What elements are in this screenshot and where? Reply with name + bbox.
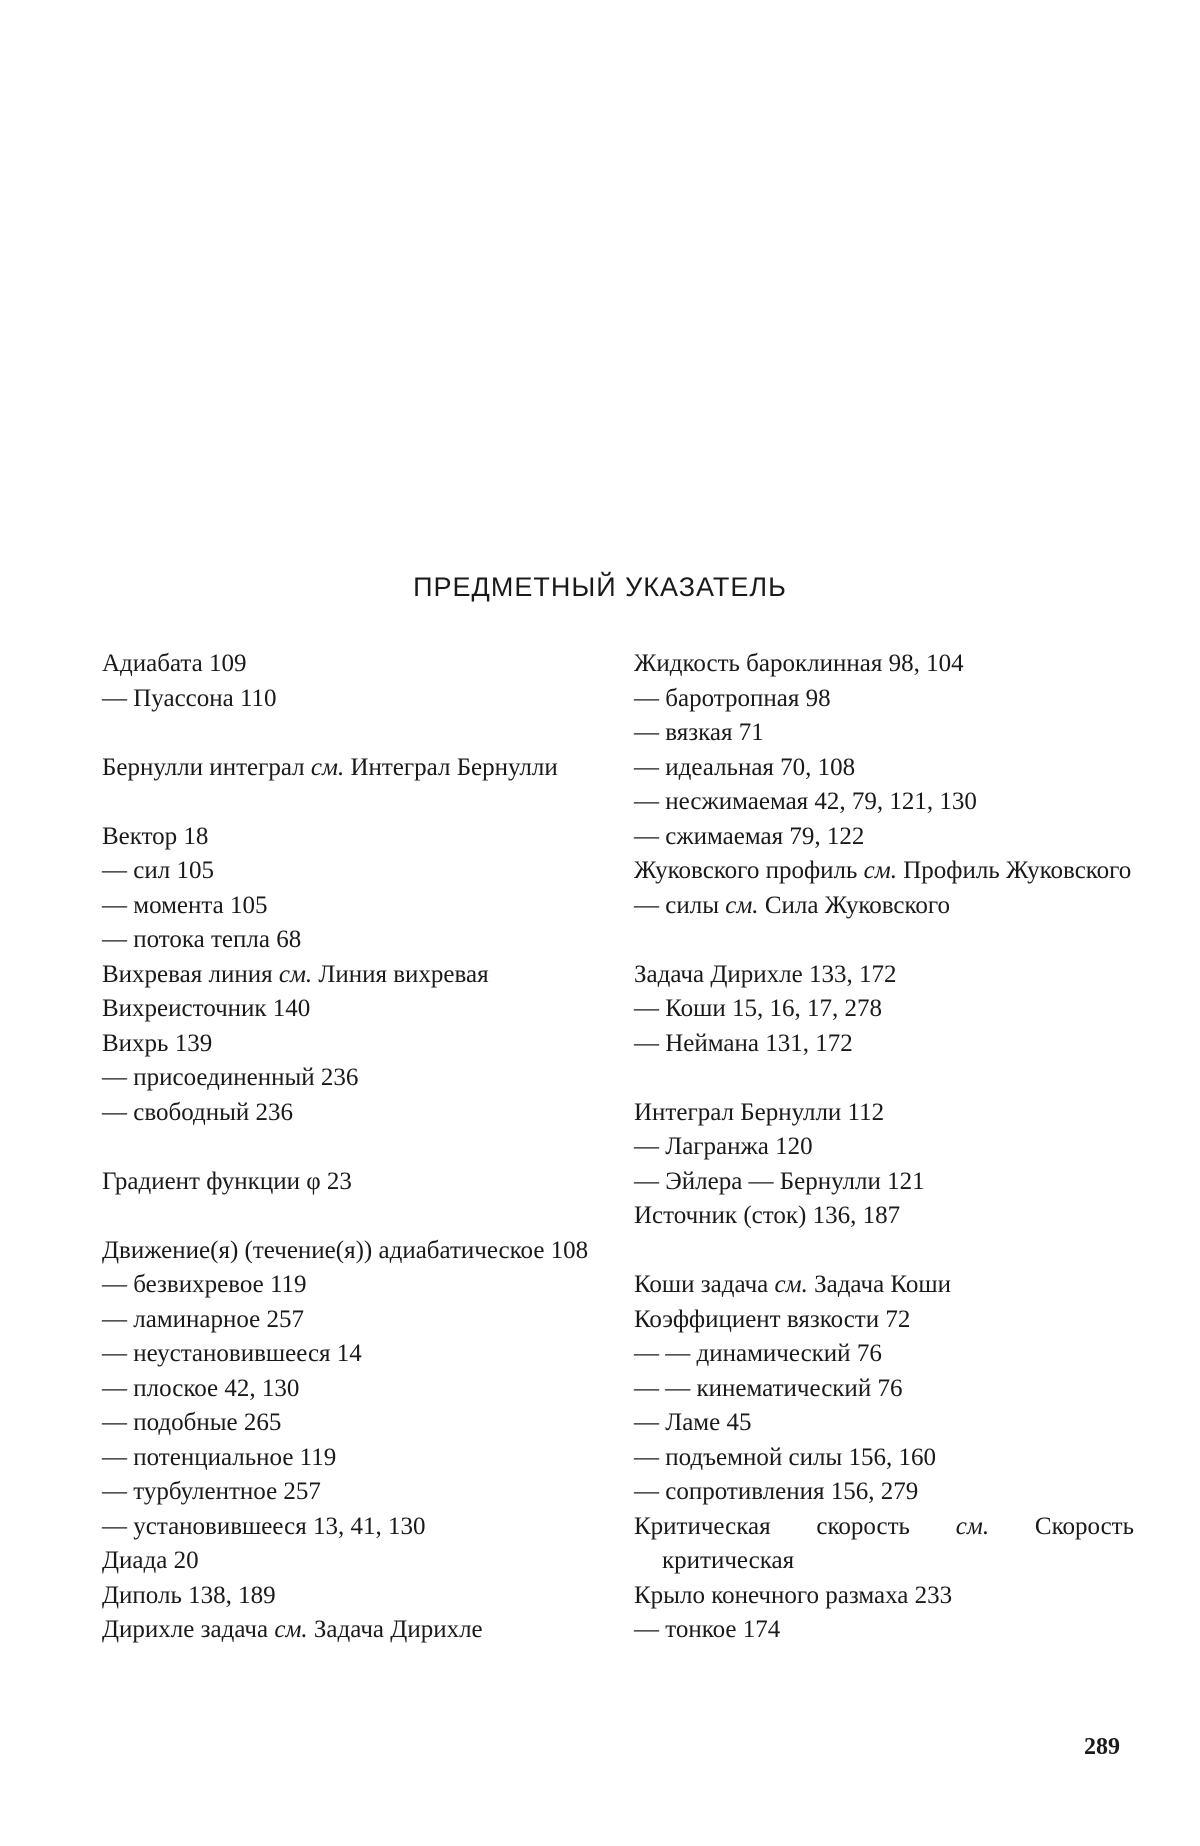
see-reference-marker: см. <box>863 857 897 884</box>
entry-term: Критическая скорость <box>634 1512 910 1540</box>
entry-term: — Ламе 45 <box>634 1409 752 1436</box>
entry-term: Диада 20 <box>102 1547 199 1574</box>
entry-term: — установившееся 13, 41, 130 <box>102 1512 426 1540</box>
see-reference-marker: см. <box>955 1512 990 1540</box>
entry-term: Адиабата 109 <box>102 650 247 677</box>
entry-term: Вихреисточник 140 <box>102 995 311 1022</box>
page-title: ПРЕДМЕТНЫЙ УКАЗАТЕЛЬ <box>413 572 787 602</box>
entry-term: — баротропная 98 <box>634 684 831 712</box>
entry-term: — несжимаемая 42, 79, 121, 130 <box>634 788 977 815</box>
entry-term: — присоединенный 236 <box>102 1064 359 1091</box>
index-entry <box>102 1337 612 1372</box>
index-entry <box>634 1027 1134 1062</box>
index-entry <box>634 1199 1134 1234</box>
index-entry <box>634 1613 1134 1648</box>
index-entry <box>634 682 1134 717</box>
index-entry <box>634 1372 1134 1407</box>
index-letter-group <box>634 1096 1134 1234</box>
entry-term: — неустановившееся 14 <box>102 1340 362 1367</box>
entry-term: — — динамический 76 <box>634 1340 882 1367</box>
index-entry <box>102 1441 612 1476</box>
index-entry <box>102 1475 612 1510</box>
entry-term: — Эйлера — Бернулли 121 <box>634 1167 925 1195</box>
index-column-right <box>634 647 1134 1682</box>
see-reference-target: Задача Коши <box>814 1271 951 1298</box>
entry-term: — ламинарное 257 <box>102 1305 305 1333</box>
index-entry <box>634 1510 1134 1579</box>
entry-term: Интеграл Бернулли 112 <box>634 1098 885 1126</box>
entry-term: — турбулентное 257 <box>102 1478 321 1505</box>
entry-term: Жуковского профиль <box>634 857 858 884</box>
page-number: 289 <box>1084 1734 1120 1760</box>
entry-term: — Неймана 131, 172 <box>634 1029 853 1057</box>
see-reference-marker: см. <box>274 1616 308 1643</box>
index-entry <box>634 820 1134 855</box>
entry-term: Коэффициент вязкости 72 <box>634 1305 911 1333</box>
entry-term: Дирихле задача <box>102 1616 269 1643</box>
index-entry <box>634 854 1134 889</box>
index-entry <box>102 1510 612 1545</box>
index-entry <box>634 1130 1134 1165</box>
entry-term: — Пуассона 110 <box>102 684 277 712</box>
entry-term: Вихрь 139 <box>102 1029 213 1057</box>
entry-term: Задача Дирихле 133, 172 <box>634 960 897 988</box>
index-entry <box>102 923 612 958</box>
see-reference-marker: см. <box>278 960 313 988</box>
index-entry <box>102 1027 612 1062</box>
entry-term: — Лагранжа 120 <box>634 1133 813 1160</box>
entry-term: Вихревая линия <box>102 960 273 988</box>
entry-term: Градиент функции φ 23 <box>102 1167 352 1195</box>
entry-term: — идеальная 70, 108 <box>634 753 856 781</box>
index-entry <box>634 1579 1134 1614</box>
index-column-left <box>102 647 612 1682</box>
entry-term: — Коши 15, 16, 17, 278 <box>634 995 883 1022</box>
index-letter-group <box>102 1165 612 1200</box>
index-entry <box>102 958 612 993</box>
entry-term: — безвихревое 119 <box>102 1271 307 1298</box>
index-letter-group <box>102 751 612 786</box>
see-reference-target: Интеграл Бернулли <box>350 753 558 781</box>
index-entry <box>634 992 1134 1027</box>
entry-term: — вязкая 71 <box>634 719 764 746</box>
index-entry <box>634 716 1134 751</box>
index-entry <box>102 1165 612 1200</box>
entry-term: — плоское 42, 130 <box>102 1374 300 1402</box>
entry-term: — подобные 265 <box>102 1409 282 1436</box>
entry-term: Диполь 138, 189 <box>102 1581 276 1609</box>
see-reference-target: Профиль Жуковского <box>903 857 1132 884</box>
entry-term: Движение(я) (течение(я)) адиабатическое 108 <box>102 1236 589 1264</box>
index-entry <box>634 751 1134 786</box>
entry-term: — сопротивления 156, 279 <box>634 1478 919 1505</box>
see-reference-target: Сила Жуковского <box>764 891 951 919</box>
index-letter-group <box>102 820 612 1131</box>
entry-term: Источник (сток) 136, 187 <box>634 1202 901 1229</box>
index-entry <box>102 1613 612 1648</box>
index-entry <box>634 1303 1134 1338</box>
entry-term: Вектор 18 <box>102 822 209 850</box>
index-entry <box>634 647 1134 682</box>
index-entry <box>634 1096 1134 1131</box>
index-entry <box>102 682 612 717</box>
index-entry <box>634 1475 1134 1510</box>
index-letter-group <box>102 1234 612 1648</box>
index-entry <box>102 1372 612 1407</box>
index-entry <box>102 1234 612 1269</box>
entry-term: — свободный 236 <box>102 1098 294 1126</box>
index-entry <box>102 992 612 1027</box>
index-entry <box>102 854 612 889</box>
entry-term: Жидкость бароклинная 98, 104 <box>634 650 964 677</box>
index-entry <box>102 1303 612 1338</box>
index-entry <box>634 1337 1134 1372</box>
index-entry <box>634 1406 1134 1441</box>
see-reference-target: Задача Дирихле <box>313 1616 483 1643</box>
entry-term: Крыло конечного размаха 233 <box>634 1581 953 1609</box>
see-reference-marker: см. <box>310 753 345 781</box>
entry-term: — сжимаемая 79, 122 <box>634 822 865 850</box>
index-entry <box>102 1268 612 1303</box>
see-reference-target: Линия вихревая <box>318 960 489 988</box>
entry-term: — момента 105 <box>102 891 268 919</box>
entry-term: Бернулли интеграл <box>102 753 305 781</box>
entry-term: — — кинематический 76 <box>634 1374 903 1402</box>
see-reference-marker: см. <box>774 1271 808 1298</box>
index-entry <box>634 1268 1134 1303</box>
entry-term: — тонкое 174 <box>634 1616 781 1643</box>
index-entry <box>634 785 1134 820</box>
index-entry <box>102 889 612 924</box>
index-entry <box>634 958 1134 993</box>
index-entry <box>634 1165 1134 1200</box>
index-letter-group <box>102 647 612 716</box>
index-letter-group <box>634 1268 1134 1648</box>
index-letter-group <box>634 958 1134 1062</box>
index-entry <box>102 1406 612 1441</box>
index-entry <box>102 1061 612 1096</box>
index-entry <box>102 1579 612 1614</box>
entry-term: — сил 105 <box>102 857 214 884</box>
index-entry <box>102 1096 612 1131</box>
index-entry <box>634 889 1134 924</box>
index-entry <box>102 820 612 855</box>
index-entry <box>634 1441 1134 1476</box>
entry-term: — потока тепла 68 <box>102 926 302 953</box>
entry-term: Коши задача <box>634 1271 769 1298</box>
index-letter-group <box>634 647 1134 923</box>
index-entry <box>102 647 612 682</box>
see-reference-marker: см. <box>725 891 759 919</box>
entry-term: — силы <box>634 891 719 919</box>
entry-term: — потенциальное 119 <box>102 1443 337 1471</box>
see-reference-target: Скорость критическая <box>662 1512 1134 1574</box>
entry-term: — подъемной силы 156, 160 <box>634 1443 936 1471</box>
index-entry <box>102 751 612 786</box>
index-entry <box>102 1544 612 1579</box>
